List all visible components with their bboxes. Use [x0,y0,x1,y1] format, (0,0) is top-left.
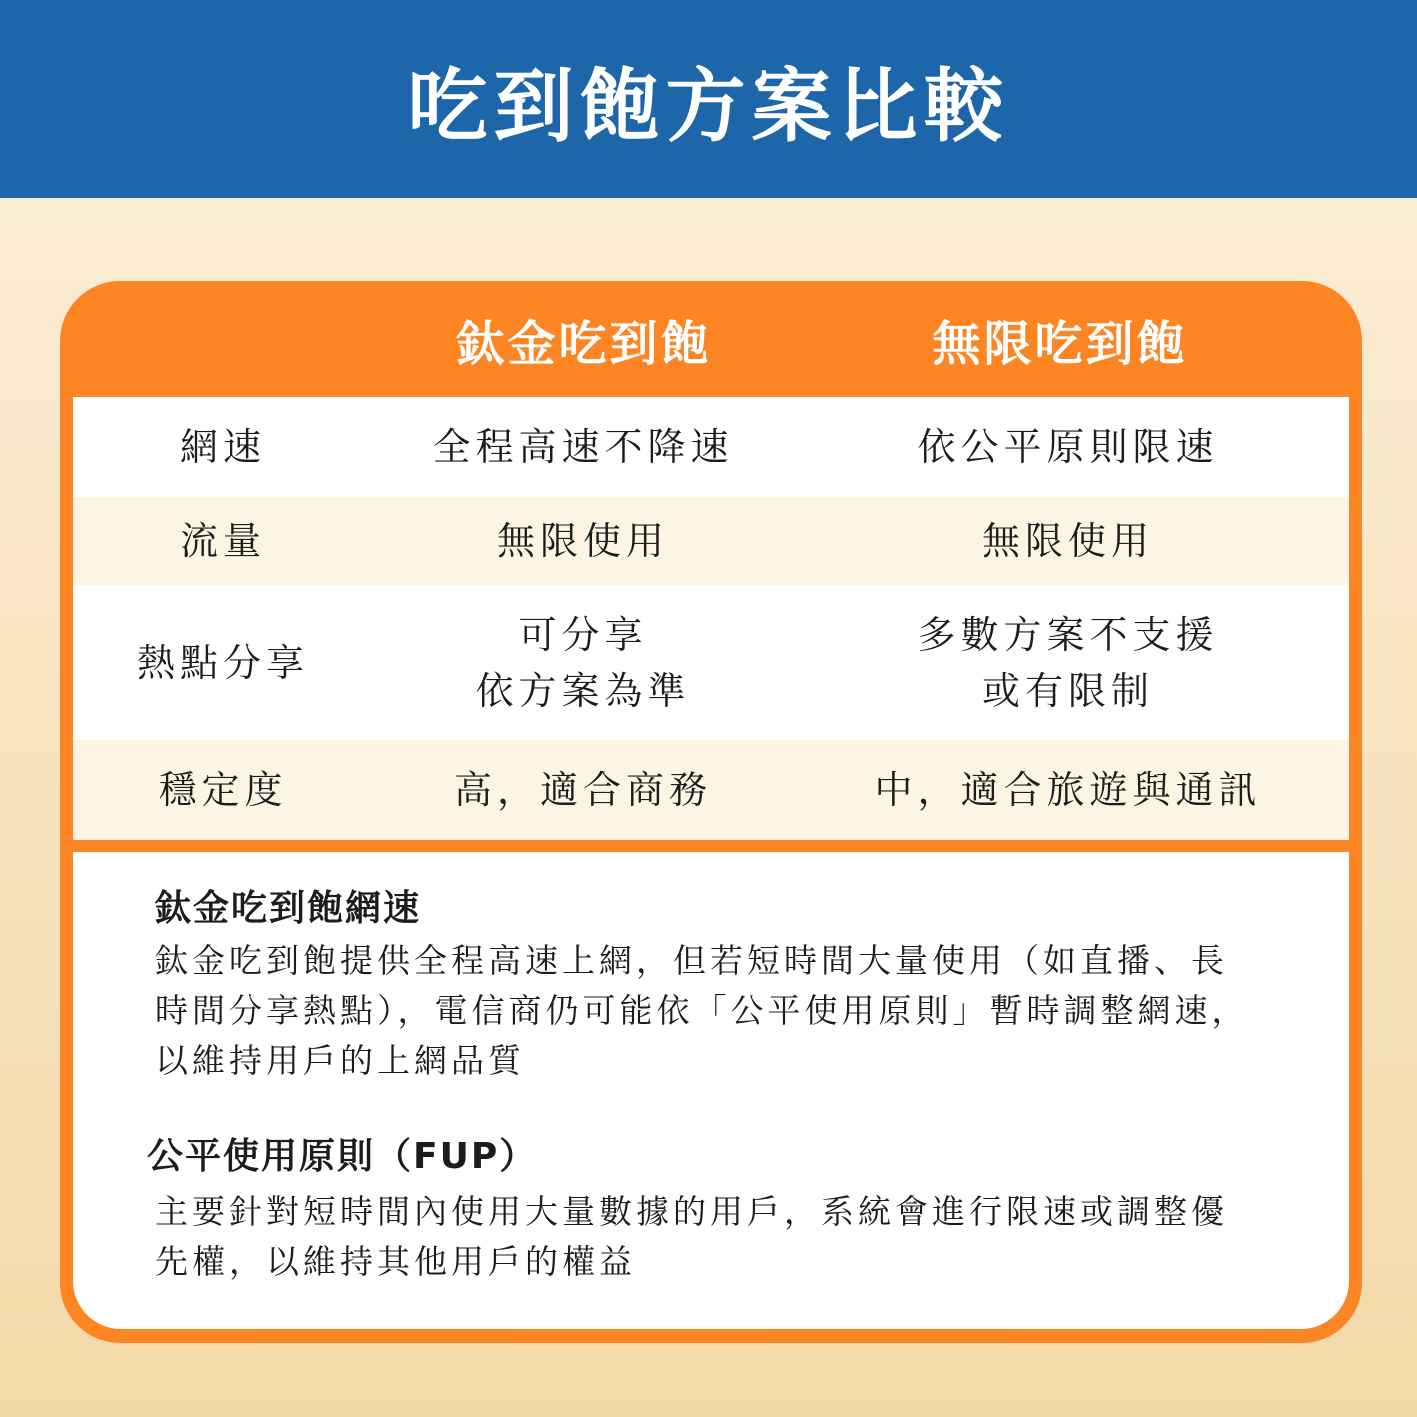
table-row-speed [73,397,1349,497]
note-line: 以維持用戶的上網品質 [155,1041,525,1080]
column-header-unlimited: 無限吃到飽 [932,315,1188,372]
notes-panel [73,852,1349,1329]
titanium-value [363,397,803,497]
comparison-table [73,397,1349,840]
value-line: 無限使用 [496,519,669,563]
row-label: 熱點分享 [136,640,309,685]
table-row-hotspot [73,585,1349,740]
row-label: 流量 [179,519,266,563]
note-body-fup [155,1187,1285,1287]
titanium-value [363,740,803,840]
unlimited-value [823,740,1313,840]
unlimited-value [823,397,1313,497]
value-line: 全程高速不降速 [432,425,734,469]
comparison-card [60,281,1362,1343]
note-line: 鈦金吃到飽提供全程高速上網，但若短時間大量使用（如直播、長 [155,941,1228,980]
note-line: 主要針對短時間內使用大量數據的用戶，系統會進行限速或調整優 [155,1192,1228,1231]
value-line: 依方案為準 [475,668,691,713]
titanium-value [363,497,803,585]
value-line: 依公平原則限速 [917,425,1219,469]
row-label: 網速 [179,425,266,469]
note-line: 先權，以維持其他用戶的權益 [155,1242,636,1281]
page-title: 吃到飽方案比較 [407,59,1010,153]
value-line: 多數方案不支援 [917,612,1219,657]
table-row-data [73,497,1349,585]
unlimited-value [823,497,1313,585]
value-line: 中，適合旅遊與通訊 [874,768,1262,812]
row-label: 穩定度 [158,768,288,812]
note-line: 時間分享熱點），電信商仍可能依「公平使用原則」暫時調整網速， [155,991,1249,1030]
table-row-stability [73,740,1349,840]
unlimited-value [823,585,1313,740]
header-banner [0,0,1417,198]
value-line: 高，適合商務 [453,768,712,812]
note-body-titanium-speed [155,936,1285,1086]
note-title-fup: 公平使用原則（FUP） [147,1136,538,1177]
note-title-titanium-speed: 鈦金吃到飽網速 [155,888,422,929]
value-line: 或有限制 [981,668,1154,713]
value-line: 可分享 [518,612,648,657]
column-header-titanium: 鈦金吃到飽 [456,315,712,372]
titanium-value [363,585,803,740]
value-line: 無限使用 [981,519,1154,563]
